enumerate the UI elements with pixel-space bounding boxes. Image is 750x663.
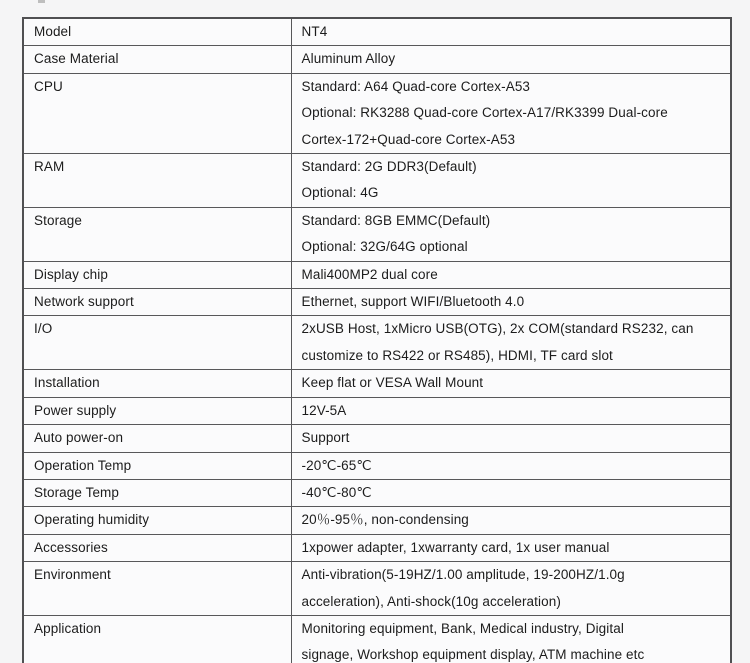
spec-label: Storage: [23, 207, 291, 261]
table-row: [23, 615, 731, 663]
spec-value: [291, 316, 731, 370]
spec-table-body: [23, 18, 731, 663]
spec-value: [291, 73, 731, 153]
spec-value: [291, 452, 731, 479]
spec-label: Power supply: [23, 397, 291, 424]
spec-label: Case Material: [23, 46, 291, 73]
spec-value-line: 2xUSB Host, 1xMicro USB(OTG), 2x COM(standard RS232, can: [301, 321, 694, 337]
table-row: [23, 289, 731, 316]
spec-label: Display chip: [23, 261, 291, 288]
spec-value-line: Keep flat or VESA Wall Mount: [301, 375, 484, 391]
spec-label: Storage Temp: [23, 479, 291, 506]
spec-value-line: Anti-vibration(5-19HZ/1.00 amplitude, 19-200HZ/1.0g: [301, 567, 625, 583]
spec-label: Operating humidity: [23, 507, 291, 534]
spec-label: CPU: [23, 73, 291, 153]
spec-value-line: customize to RS422 or RS485), HDMI, TF card slot: [301, 347, 613, 363]
spec-label: Model: [23, 18, 291, 46]
spec-value: [291, 289, 731, 316]
spec-value-line: Cortex-172+Quad-core Cortex-A53: [301, 131, 516, 147]
spec-value: [291, 615, 731, 663]
spec-value-line: Standard: A64 Quad-core Cortex-A53: [301, 78, 531, 94]
spec-label: I/O: [23, 316, 291, 370]
spec-value: [291, 425, 731, 452]
spec-label: Network support: [23, 289, 291, 316]
spec-value-line: NT4: [301, 24, 328, 39]
spec-value-line: Optional: 4G: [301, 185, 379, 201]
spec-value: [291, 397, 731, 424]
spec-value: [291, 370, 731, 397]
spec-value-line: signage, Workshop equipment display, ATM machine etc: [301, 647, 645, 663]
spec-label: RAM: [23, 154, 291, 208]
spec-label: Application: [23, 615, 291, 663]
spec-value-line: Standard: 2G DDR3(Default): [301, 159, 477, 175]
spec-value: [291, 479, 731, 506]
table-row: [23, 397, 731, 424]
table-row: [23, 154, 731, 208]
table-row: [23, 507, 731, 534]
spec-value-line: acceleration), Anti-shock(10g acceleration): [301, 593, 561, 609]
spec-label: Environment: [23, 562, 291, 616]
table-row: [23, 18, 731, 46]
spec-value-line: 1xpower adapter, 1xwarranty card, 1x user manual: [301, 539, 610, 555]
spec-value: [291, 46, 731, 73]
spec-label: Accessories: [23, 534, 291, 561]
spec-table: [22, 17, 732, 663]
spec-value: [291, 261, 731, 288]
spec-value-line: 20％-95％, non-condensing: [301, 512, 469, 528]
spec-value: [291, 207, 731, 261]
spec-value-line: -40℃-80℃: [301, 484, 372, 500]
spec-value-line: Mali400MP2 dual core: [301, 266, 438, 282]
stray-mark: [38, 0, 45, 3]
spec-label: Auto power-on: [23, 425, 291, 452]
spec-value: [291, 154, 731, 208]
spec-value: [291, 507, 731, 534]
spec-value-line: Optional: 32G/64G optional: [301, 239, 468, 255]
table-row: [23, 46, 731, 73]
spec-label: Operation Temp: [23, 452, 291, 479]
table-row: [23, 534, 731, 561]
spec-value-line: Aluminum Alloy: [301, 51, 396, 67]
table-row: [23, 452, 731, 479]
spec-value-line: Optional: RK3288 Quad-core Cortex-A17/RK3399 Dual-core: [301, 105, 668, 121]
table-row: [23, 425, 731, 452]
spec-value-line: 12V-5A: [301, 402, 347, 418]
spec-value-line: Support: [301, 430, 350, 446]
spec-value: [291, 534, 731, 561]
spec-value-line: Standard: 8GB EMMC(Default): [301, 212, 491, 228]
table-row: [23, 207, 731, 261]
spec-value: [291, 562, 731, 616]
spec-label: Installation: [23, 370, 291, 397]
table-row: [23, 73, 731, 153]
table-row: [23, 370, 731, 397]
spec-value-line: Ethernet, support WIFI/Bluetooth 4.0: [301, 294, 525, 310]
table-row: [23, 261, 731, 288]
spec-value-line: Monitoring equipment, Bank, Medical industry, Digital: [301, 620, 624, 636]
spec-value-line: -20℃-65℃: [301, 457, 372, 473]
table-row: [23, 562, 731, 616]
spec-value: [291, 18, 731, 46]
table-row: [23, 316, 731, 370]
table-row: [23, 479, 731, 506]
